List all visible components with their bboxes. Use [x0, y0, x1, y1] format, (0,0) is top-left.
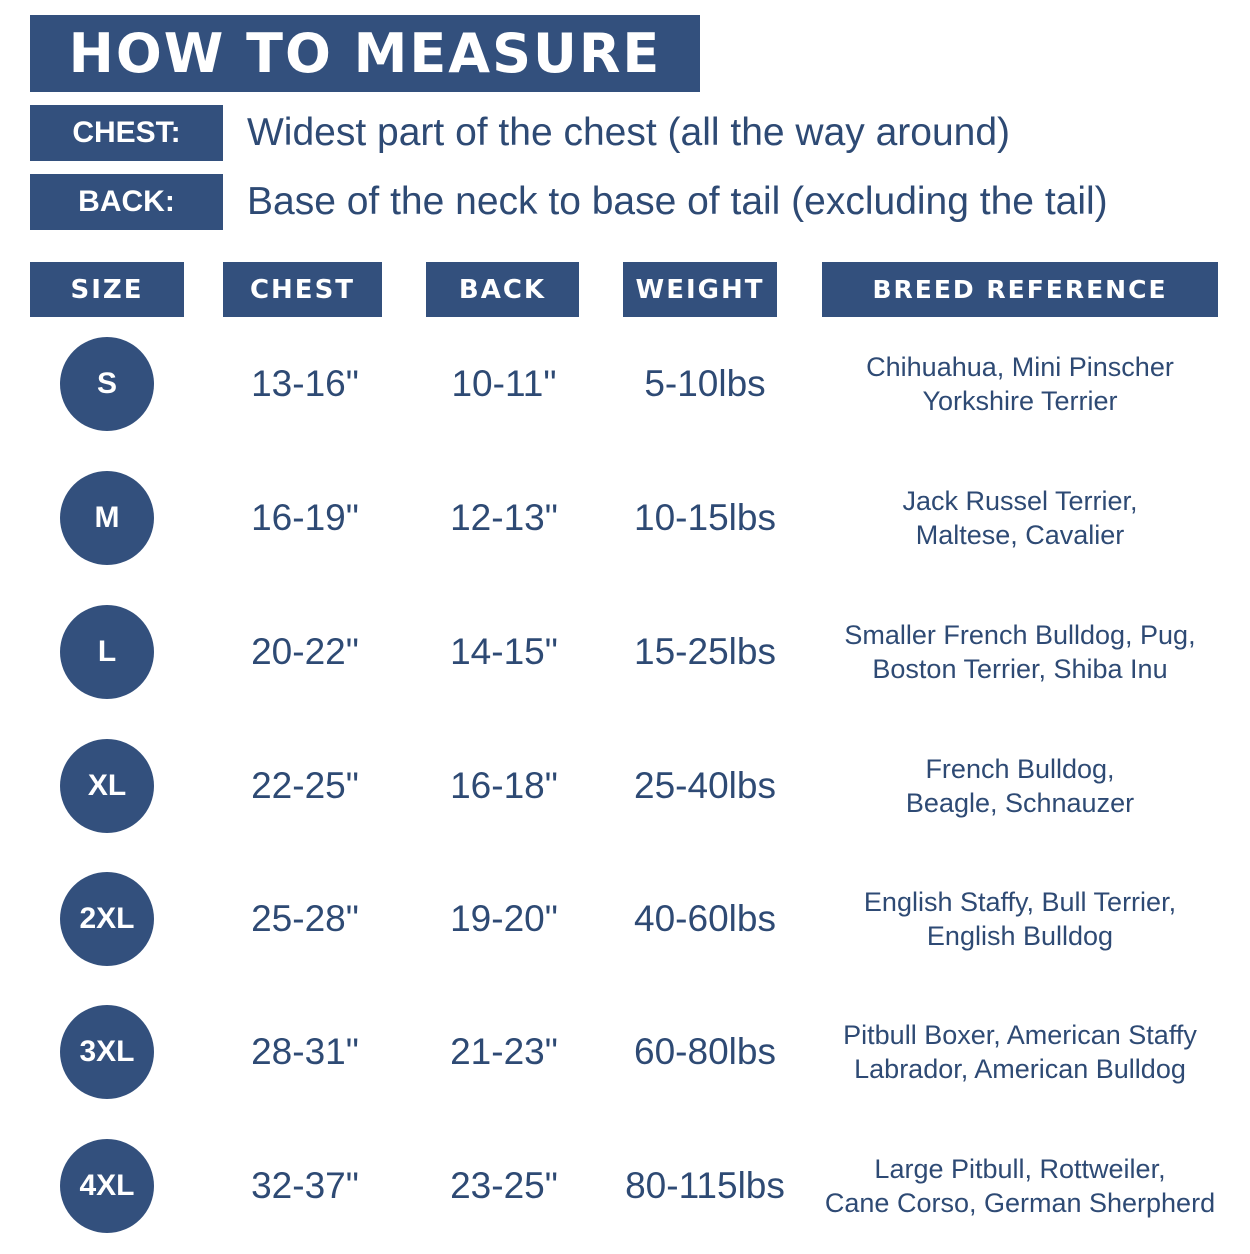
breed-line: Maltese, Cavalier: [915, 520, 1125, 550]
size-badge: 4XL: [60, 1139, 154, 1233]
chest-value: 20-22": [251, 631, 359, 672]
breed-reference: [812, 736, 1228, 836]
size-row-xl: [0, 736, 1250, 836]
chest-value: 25-28": [251, 898, 359, 939]
back-value: 23-25": [450, 1165, 558, 1206]
size-badge: 3XL: [60, 1005, 154, 1099]
size-badge: L: [60, 605, 154, 699]
weight-value: 15-25lbs: [634, 631, 776, 672]
size-row-4xl: [0, 1136, 1250, 1236]
column-header-chest: CHEST: [223, 262, 382, 317]
back-measure-label: BACK:: [30, 174, 223, 230]
breed-line: English Bulldog: [926, 921, 1114, 951]
breed-reference: [812, 869, 1228, 969]
size-row-m: [0, 468, 1250, 568]
back-value: 14-15": [450, 631, 558, 672]
size-row-s: [0, 334, 1250, 434]
column-header-breed-reference: BREED REFERENCE: [822, 262, 1218, 317]
chest-value: 16-19": [251, 497, 359, 538]
size-badge: 2XL: [60, 872, 154, 966]
size-badge: S: [60, 337, 154, 431]
breed-line: Smaller French Bulldog, Pug,: [844, 620, 1196, 650]
back-value: 16-18": [450, 765, 558, 806]
breed-line: Labrador, American Bulldog: [854, 1054, 1186, 1084]
column-header-size: SIZE: [30, 262, 184, 317]
size-badge: XL: [60, 739, 154, 833]
weight-value: 80-115lbs: [625, 1165, 785, 1206]
size-row-2xl: [0, 869, 1250, 969]
breed-line: Cane Corso, German Sherpherd: [824, 1188, 1216, 1218]
size-row-3xl: [0, 1002, 1250, 1102]
weight-value: 25-40lbs: [634, 765, 776, 806]
breed-line: Boston Terrier, Shiba Inu: [872, 654, 1168, 684]
breed-reference: [812, 602, 1228, 702]
chest-value: 22-25": [251, 765, 359, 806]
back-measure-description: Base of the neck to base of tail (excluding the tail): [247, 180, 1108, 223]
page-title: HOW TO MEASURE: [30, 15, 700, 92]
weight-value: 60-80lbs: [634, 1031, 776, 1072]
breed-reference: [812, 468, 1228, 568]
breed-reference: [812, 334, 1228, 434]
weight-value: 5-10lbs: [644, 363, 766, 404]
column-header-weight: WEIGHT: [623, 262, 777, 317]
breed-line: Yorkshire Terrier: [922, 386, 1118, 416]
breed-reference: [812, 1002, 1228, 1102]
weight-value: 10-15lbs: [634, 497, 776, 538]
size-badge: M: [60, 471, 154, 565]
breed-line: Chihuahua, Mini Pinscher: [866, 352, 1174, 382]
chest-value: 13-16": [251, 363, 359, 404]
breed-line: Beagle, Schnauzer: [905, 788, 1135, 818]
back-value: 12-13": [450, 497, 558, 538]
chest-measure-label: CHEST:: [30, 105, 223, 161]
chest-value: 32-37": [251, 1165, 359, 1206]
column-header-back: BACK: [426, 262, 579, 317]
back-value: 19-20": [450, 898, 558, 939]
breed-reference: [812, 1136, 1228, 1236]
back-value: 21-23": [450, 1031, 558, 1072]
weight-value: 40-60lbs: [634, 898, 776, 939]
breed-line: Large Pitbull, Rottweiler,: [874, 1154, 1166, 1184]
chest-measure-description: Widest part of the chest (all the way around): [247, 111, 1011, 154]
size-row-l: [0, 602, 1250, 702]
breed-line: Jack Russel Terrier,: [902, 486, 1138, 516]
chest-value: 28-31": [251, 1031, 359, 1072]
back-value: 10-11": [451, 363, 557, 404]
breed-line: Pitbull Boxer, American Staffy: [843, 1020, 1197, 1050]
breed-line: French Bulldog,: [925, 754, 1115, 784]
breed-line: English Staffy, Bull Terrier,: [863, 887, 1177, 917]
